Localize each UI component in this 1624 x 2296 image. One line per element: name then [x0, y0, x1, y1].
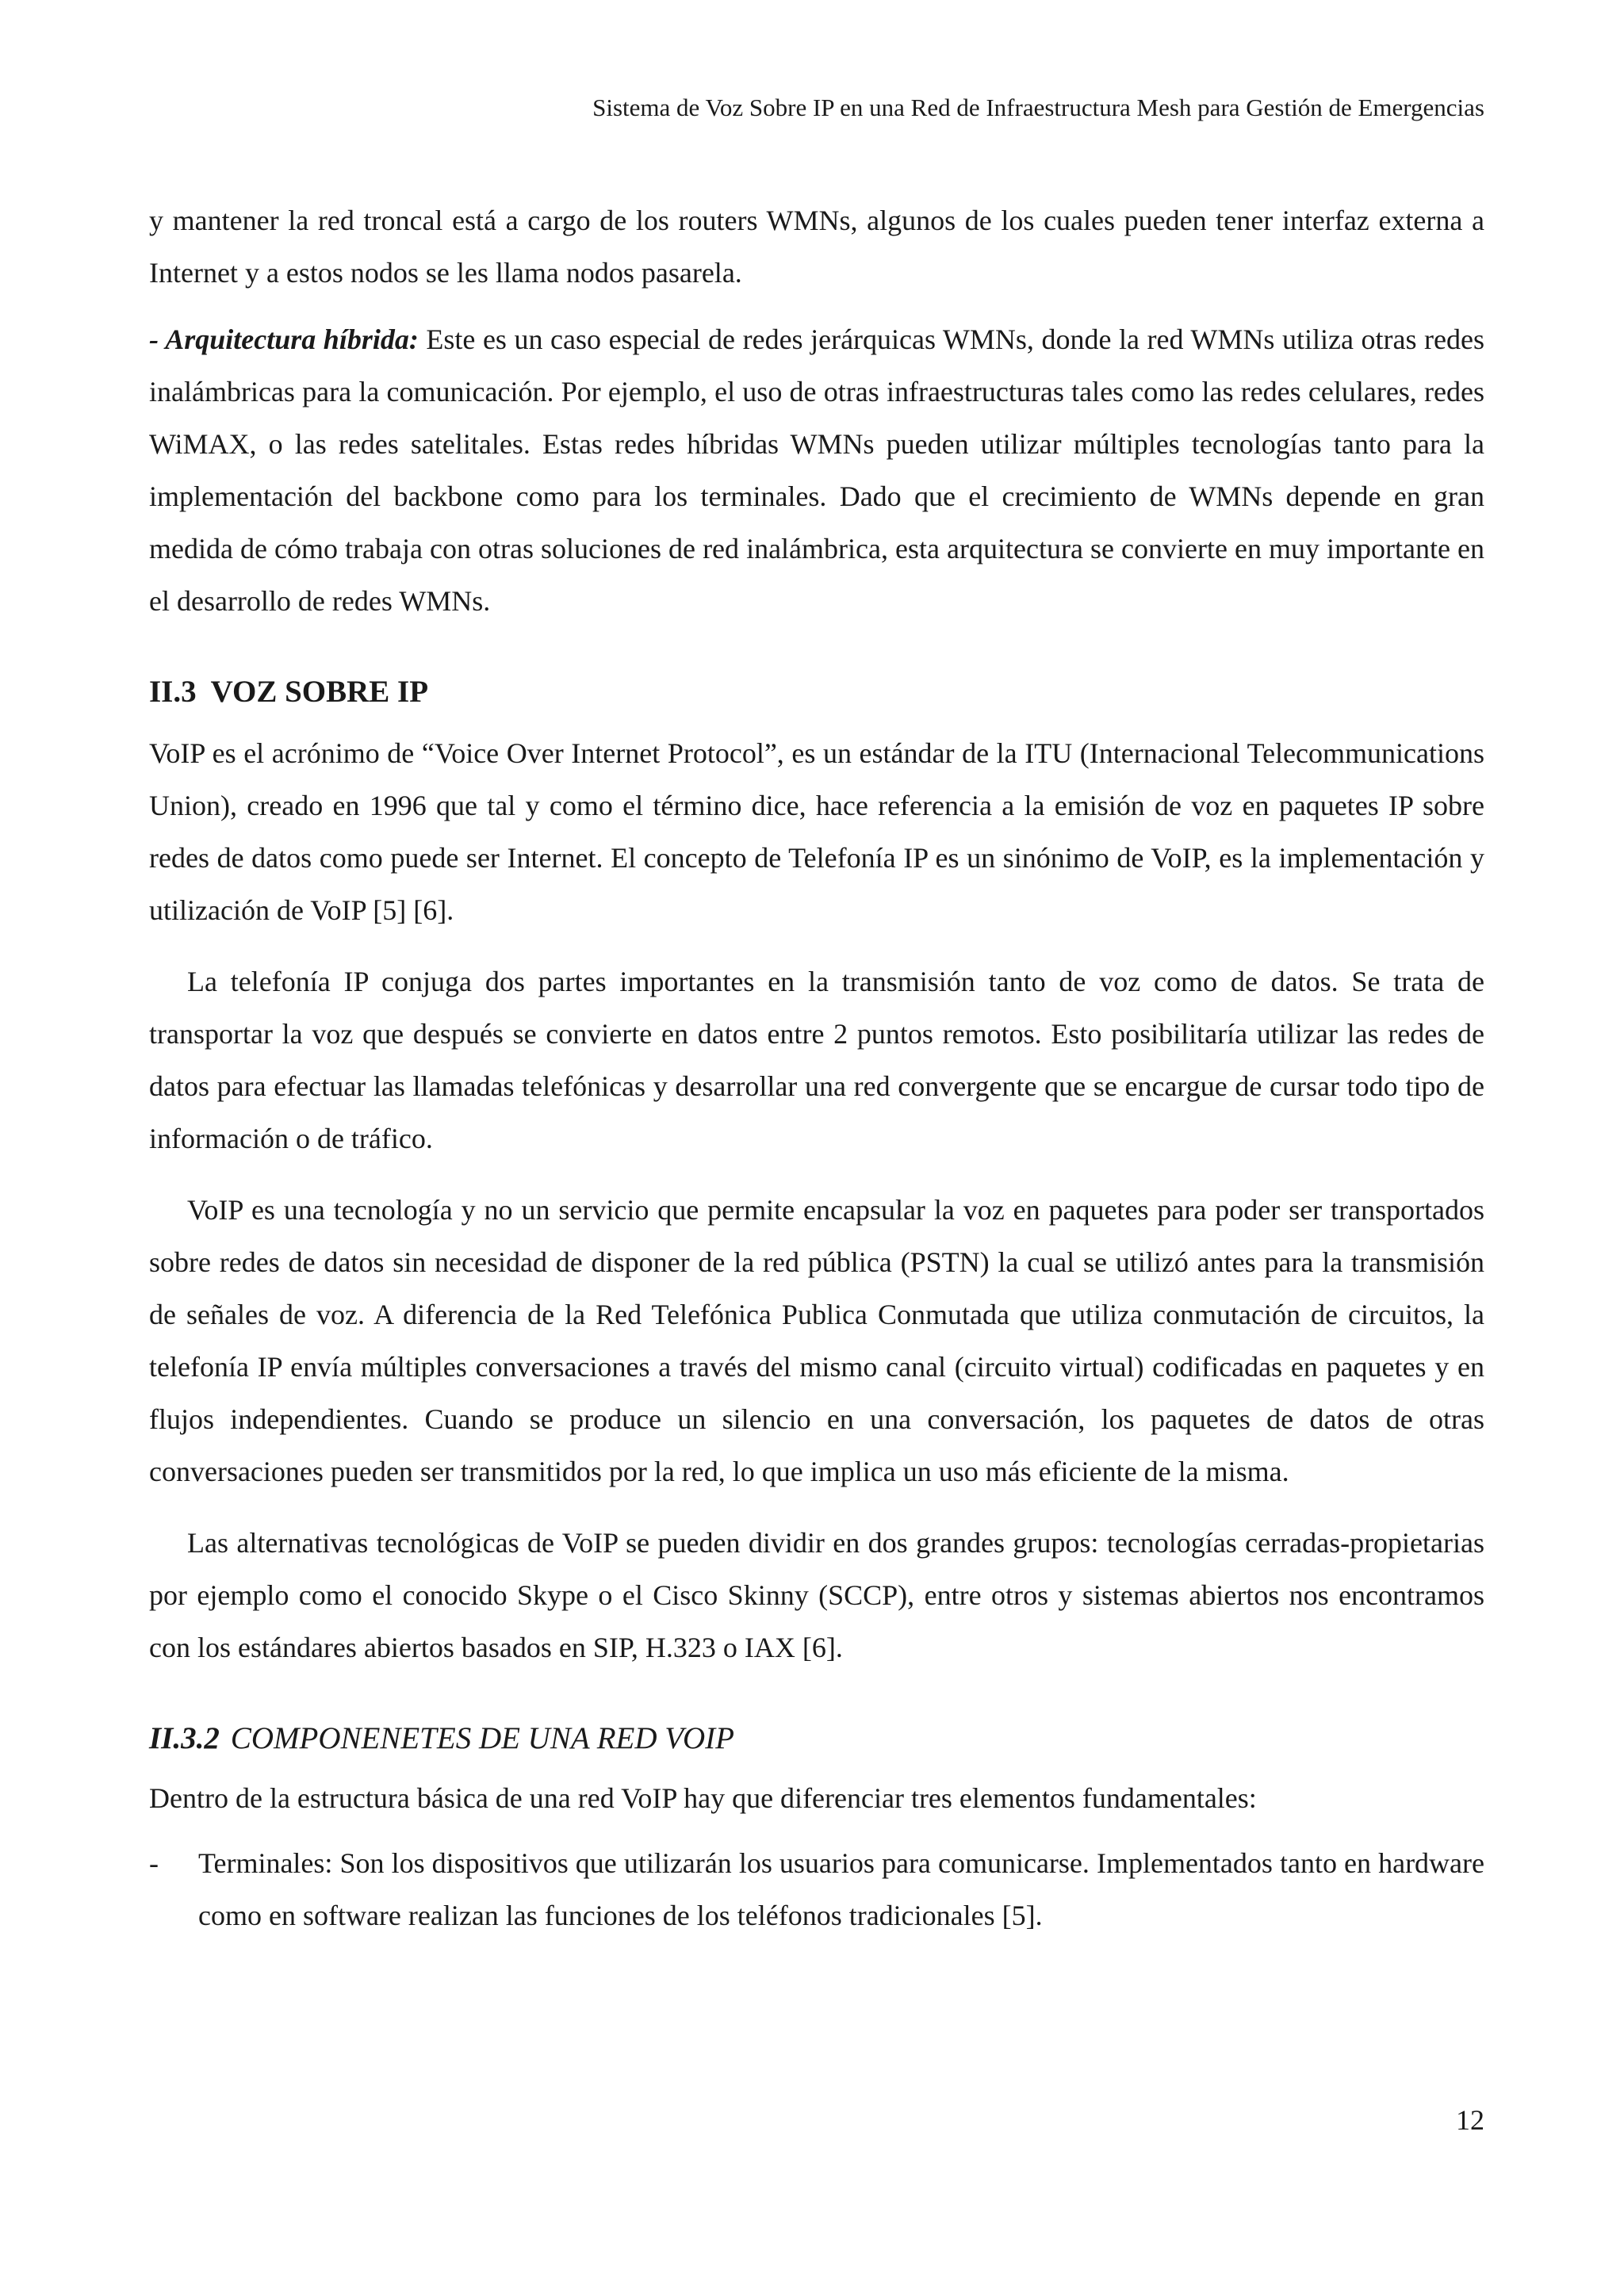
- body-paragraph: VoIP es el acrónimo de “Voice Over Internet Protocol”, es un estándar de la ITU (Internacional Telecommunications Union), creado en 1996 que tal y como el término dice, hace referencia a la emisión de voz en paquetes IP sobre redes de datos como puede ser Internet. El concepto de Telefonía IP es un sinónimo de VoIP, es la implementación y utilización de VoIP [5] [6].: [149, 737, 1484, 926]
- page-content: [149, 194, 1484, 1942]
- subsection-heading: [149, 1716, 1484, 1761]
- body-paragraph: Dentro de la estructura básica de una red VoIP hay que diferenciar tres elementos fundamentales:: [149, 1782, 1257, 1814]
- body-paragraph: y mantener la red troncal está a cargo de los routers WMNs, algunos de los cuales pueden tener interfaz externa a Internet y a estos nodos se les llama nodos pasarela.: [149, 205, 1484, 289]
- section-number: II.3: [149, 675, 197, 709]
- subsection-title: COMPONENETES DE UNA RED VOIP: [230, 1721, 734, 1755]
- subsection-number: II.3.2: [149, 1721, 220, 1755]
- section-heading: [149, 670, 1484, 714]
- list-item: [149, 1837, 1484, 1942]
- list-marker: -: [149, 1847, 159, 1879]
- body-paragraph: Las alternativas tecnológicas de VoIP se pueden dividir en dos grandes grupos: tecnologías cerradas-propietarias por ejemplo como el conocido Skype o el Cisco Skinny (SCCP), entre otros y sistemas abiertos nos encontramos con los estándares abiertos basados en SIP, H.323 o IAX [6].: [149, 1527, 1484, 1663]
- body-paragraph: VoIP es una tecnología y no un servicio que permite encapsular la voz en paquetes para poder ser transportados sobre redes de datos sin necesidad de disponer de la red pública (PSTN) la cual se utilizó antes para la transmisión de señales de voz. A diferencia de la Red Telefónica Publica Conmutada que utiliza conmutación de circuitos, la telefonía IP envía múltiples conversaciones a través del mismo canal (circuito virtual) codificadas en paquetes y en flujos independientes. Cuando se produce un silencio en una conversación, los paquetes de datos de otras conversaciones pueden ser transmitidos por la red, lo que implica un uso más eficiente de la misma.: [149, 1194, 1484, 1487]
- hybrid-architecture-term: - Arquitectura híbrida:: [149, 323, 419, 355]
- running-header: Sistema de Voz Sobre IP en una Red de Infraestructura Mesh para Gestión de Emergencias: [592, 94, 1484, 121]
- page-number: 12: [1456, 2104, 1484, 2136]
- hybrid-architecture-text: Este es un caso especial de redes jerárquicas WMNs, donde la red WMNs utiliza otras redes inalámbricas para la comunicación. Por ejemplo, el uso de otras infraestructuras tales como las redes celulares, redes WiMAX, o las redes satelitales. Estas redes híbridas WMNs pueden utilizar múltiples tecnologías tanto para la implementación del backbone como para los terminales. Dado que el crecimiento de WMNs depende en gran medida de cómo trabaja con otras soluciones de red inalámbrica, esta arquitectura se convierte en muy importante en el desarrollo de redes WMNs.: [149, 323, 1485, 617]
- hybrid-architecture-paragraph: [149, 313, 1484, 627]
- list-item-text: Terminales: Son los dispositivos que utilizarán los usuarios para comunicarse. Implementados tanto en hardware como en software realizan las funciones de los teléfonos tradicionales [5].: [198, 1847, 1484, 1931]
- body-paragraph: La telefonía IP conjuga dos partes importantes en la transmisión tanto de voz como de datos. Se trata de transportar la voz que después se convierte en datos entre 2 puntos remotos. Esto posibilitaría utilizar las redes de datos para efectuar las llamadas telefónicas y desarrollar una red convergente que se encargue de cursar todo tipo de información o de tráfico.: [149, 966, 1484, 1154]
- section-title: VOZ SOBRE IP: [210, 675, 429, 709]
